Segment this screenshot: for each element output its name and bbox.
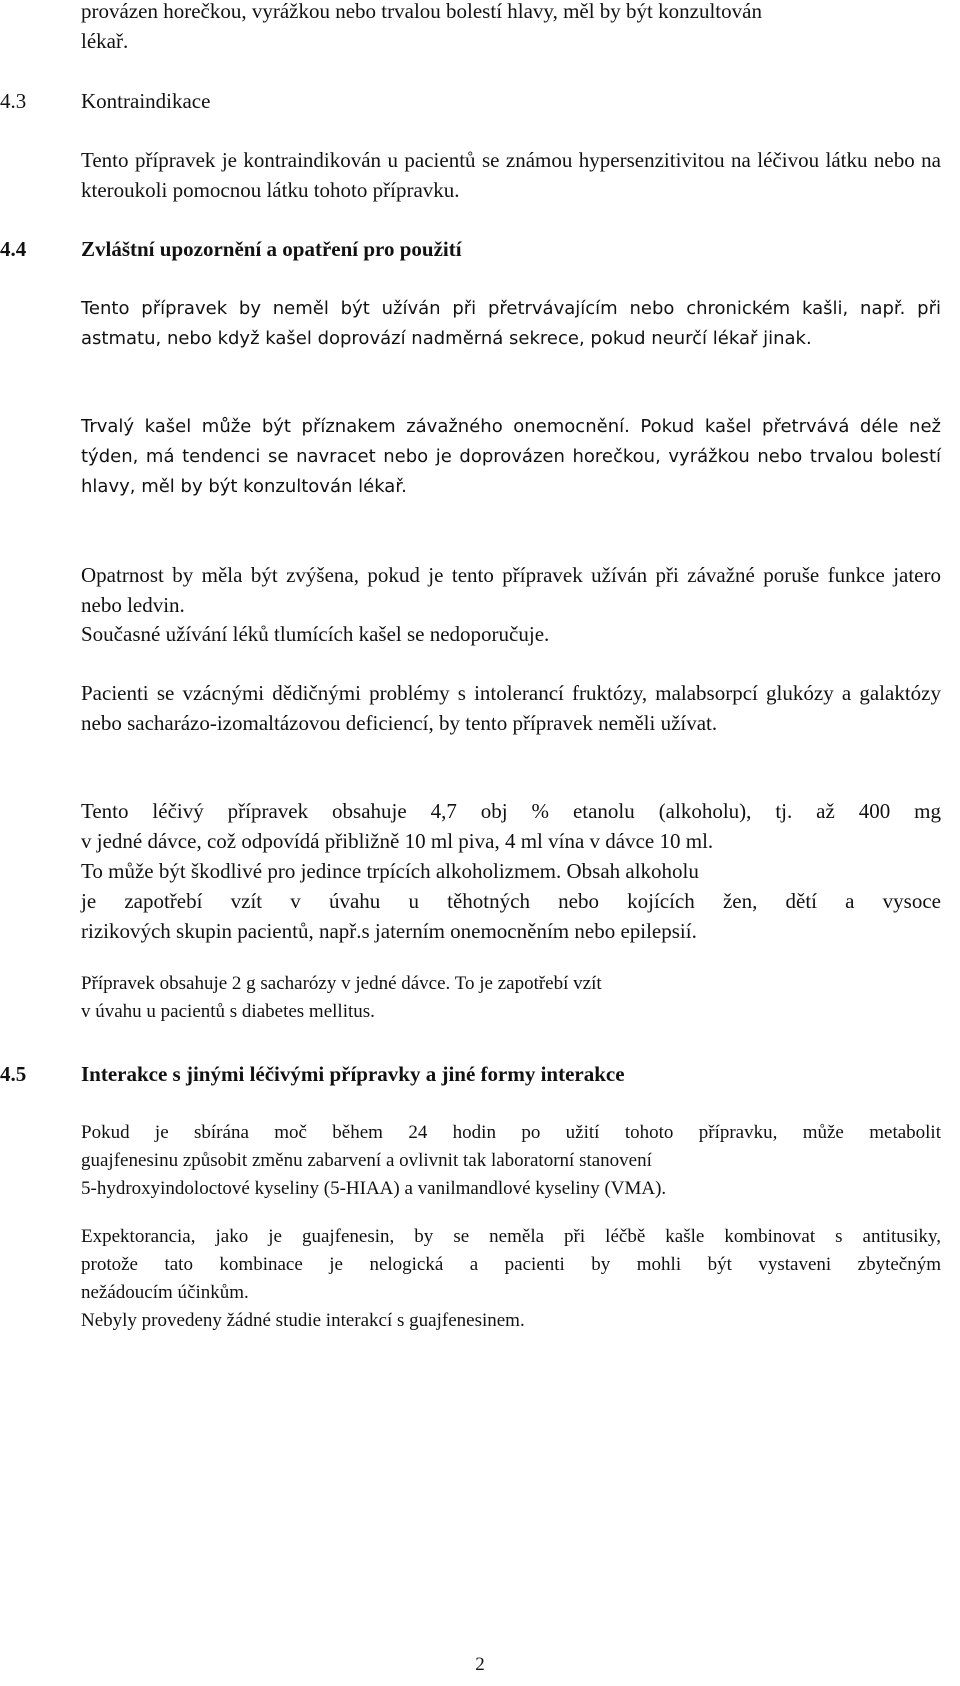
alcohol-line: To může být škodlivé pro jedince trpících alkoholizmem. Obsah alkoholu — [81, 859, 699, 883]
section-number: 4.5 — [0, 1062, 27, 1086]
interaction-line: 5-hydroxyindoloctové kyseliny (5-HIAA) a vanilmandlové kyseliny (VMA). — [81, 1178, 667, 1199]
interaction-line: Nebyly provedeny žádné studie interakcí s guajfenesinem. — [81, 1310, 525, 1331]
alcohol-line: je zapotřebí vzít v úvahu u těhotných nebo kojících žen, dětí a vysoce — [81, 889, 941, 913]
interaction-line: Expektorancia, jako je guajfenesin, by se neměla při léčbě kašle kombinovat s antitusiky, — [81, 1226, 941, 1247]
section-number: 4.3 — [0, 89, 27, 113]
sucrose-line: Přípravek obsahuje 2 g sacharózy v jedné dávce. To je zapotřebí vzít — [81, 973, 602, 994]
interaction-line: nežádoucím účinkům. — [81, 1282, 249, 1303]
alcohol-paragraph — [81, 796, 941, 946]
interaction-line: protože tato kombinace je nelogická a pacienti by mohli být vystaveni zbytečným — [81, 1254, 941, 1275]
section-number: 4.4 — [0, 237, 27, 261]
intro-line: lékař. — [81, 29, 129, 53]
warning-paragraph-4: Současné užívání léků tlumících kašel se nedoporučuje. — [81, 622, 550, 646]
page-number: 2 — [475, 1654, 485, 1675]
alcohol-line: rizikových skupin pacientů, např.s jaterním onemocněním nebo epilepsií. — [81, 919, 697, 943]
sucrose-paragraph — [81, 970, 941, 1026]
intro-paragraph — [81, 0, 941, 56]
section-title: Zvláštní upozornění a opatření pro použití — [81, 237, 462, 261]
warning-paragraph-1: Tento přípravek by neměl být užíván při přetrvávajícím nebo chronickém kašli, např. při astmatu, nebo když kašel doprovází nadměrná sekrece, pokud neurčí lékař jinak. — [81, 298, 941, 349]
alcohol-line: Tento léčivý přípravek obsahuje 4,7 obj % etanolu (alkoholu), tj. až 400 mg — [81, 799, 941, 823]
section-title: Interakce s jinými léčivými přípravky a jiné formy interakce — [81, 1062, 625, 1086]
interaction-paragraph-2 — [81, 1223, 941, 1335]
sucrose-line: v úvahu u pacientů s diabetes mellitus. — [81, 1001, 375, 1022]
interaction-paragraph-1 — [81, 1119, 941, 1203]
interaction-line: Pokud je sbírána moč během 24 hodin po užití tohoto přípravku, může metabolit — [81, 1122, 941, 1143]
section-title: Kontraindikace — [81, 89, 211, 113]
warning-paragraph-5: Pacienti se vzácnými dědičnými problémy s intolerancí fruktózy, malabsorpcí glukózy a galaktózy nebo sacharázo-izomaltázovou deficiencí, by tento přípravek neměli užívat. — [81, 681, 941, 735]
warning-paragraph-2: Trvalý kašel může být příznakem závažného onemocnění. Pokud kašel přetrvává déle než týden, má tendenci se navracet nebo je doprovázen horečkou, vyrážkou nebo trvalou bolestí hlavy, měl by být konzultován lékař. — [81, 416, 941, 497]
alcohol-line: v jedné dávce, což odpovídá přibližně 10 ml piva, 4 ml vína v dávce 10 ml. — [81, 829, 714, 853]
intro-line: provázen horečkou, vyrážkou nebo trvalou bolestí hlavy, měl by být konzultován — [81, 0, 762, 23]
interaction-line: guajfenesinu způsobit změnu zabarvení a ovlivnit tak laboratorní stanovení — [81, 1150, 652, 1171]
contraindication-paragraph: Tento přípravek je kontraindikován u pacientů se známou hypersenzitivitou na léčivou látku nebo na kteroukoli pomocnou látku tohoto přípravku. — [81, 148, 941, 202]
warning-paragraph-3: Opatrnost by měla být zvýšena, pokud je tento přípravek užíván při závažné poruše funkce jatero nebo ledvin. — [81, 563, 941, 617]
